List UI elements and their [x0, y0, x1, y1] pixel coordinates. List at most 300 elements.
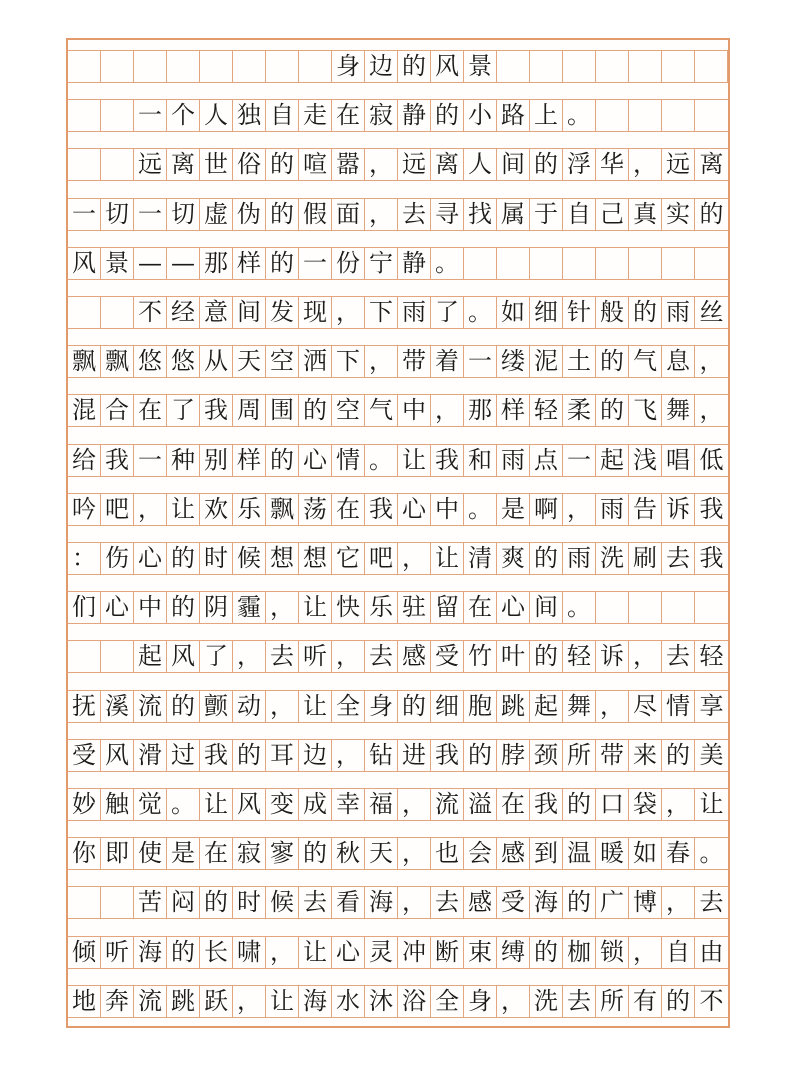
grid-cell: 闷 [167, 887, 200, 918]
grid-cell: 在 [497, 789, 530, 820]
grid-cell: ， [662, 887, 695, 918]
grid-cell: 离 [167, 149, 200, 180]
grid-cell: — [167, 248, 200, 279]
grid-cell: 尽 [629, 691, 662, 722]
grid-cell: 一 [134, 100, 167, 131]
grid-cell: 实 [662, 199, 695, 230]
grid-cell: 灵 [365, 937, 398, 968]
text-row [68, 837, 728, 870]
grid-cell: 走 [299, 100, 332, 131]
grid-cell: ， [662, 789, 695, 820]
grid-cell: 候 [266, 887, 299, 918]
grid-cell: 洒 [299, 346, 332, 377]
grid-cell: 般 [596, 297, 629, 328]
grid-cell: 华 [596, 149, 629, 180]
grid-cell: 福 [365, 789, 398, 820]
grid-cell: 荡 [299, 494, 332, 525]
grid-cell: 让 [398, 445, 431, 476]
grid-cell: 在 [332, 100, 365, 131]
grid-cell: 属 [497, 199, 530, 230]
grid-cell: 的 [596, 346, 629, 377]
grid-cell: 一 [563, 445, 596, 476]
grid-cell: 中 [431, 494, 464, 525]
grid-cell: 你 [68, 838, 101, 869]
grid-cell: 我 [200, 395, 233, 426]
grid-cell: 断 [431, 937, 464, 968]
grid-cell: 乐 [233, 494, 266, 525]
grid-cell: 。 [365, 445, 398, 476]
grid-cell [101, 887, 134, 918]
grid-cell [662, 248, 695, 279]
grid-cell: 周 [233, 395, 266, 426]
grid-cell [695, 100, 728, 131]
grid-cell: ， [629, 149, 662, 180]
grid-cell: 混 [68, 395, 101, 426]
grid-cell: 飞 [629, 395, 662, 426]
grid-cell: 伤 [101, 543, 134, 574]
grid-cell: 独 [233, 100, 266, 131]
grid-cell [530, 51, 563, 82]
grid-cell: 针 [563, 297, 596, 328]
grid-cell: 宁 [365, 248, 398, 279]
grid-cell [233, 51, 266, 82]
text-row [68, 99, 728, 132]
grid-cell: 浴 [398, 986, 431, 1017]
grid-cell: 的 [167, 937, 200, 968]
grid-cell: 的 [596, 395, 629, 426]
grid-cell: 的 [299, 838, 332, 869]
grid-cell: 倾 [68, 937, 101, 968]
grid-cell: 的 [233, 740, 266, 771]
grid-cell: 我 [530, 789, 563, 820]
text-row [68, 296, 728, 329]
grid-cell: 轻 [563, 641, 596, 672]
grid-cell: 面 [332, 199, 365, 230]
grid-cell: 候 [233, 543, 266, 574]
grid-cell: 发 [266, 297, 299, 328]
grid-cell: 留 [431, 592, 464, 623]
grid-cell: 己 [596, 199, 629, 230]
grid-cell: 离 [699, 150, 724, 179]
writing-sheet [66, 38, 730, 1028]
grid-cell: 的 [563, 887, 596, 918]
grid-cell: 自 [662, 937, 695, 968]
grid-cell: 吧 [365, 543, 398, 574]
grid-cell: 起 [530, 691, 563, 722]
grid-cell: 广 [596, 887, 629, 918]
grid-cell: 由 [699, 937, 724, 966]
grid-cell: 轻 [699, 642, 724, 671]
grid-cell: ， [629, 641, 662, 672]
grid-cell [101, 297, 134, 328]
grid-cell: 我 [200, 740, 233, 771]
grid-cell: 丝 [699, 298, 724, 326]
grid-cell: 让 [299, 691, 332, 722]
grid-cell: ， [563, 494, 596, 525]
grid-cell: 是 [497, 494, 530, 525]
grid-cell: 海 [530, 887, 563, 918]
grid-cell: 春 [662, 838, 695, 869]
grid-cell: 远 [134, 149, 167, 180]
grid-cell: 息 [662, 346, 695, 377]
grid-cell: 温 [563, 838, 596, 869]
grid-cell: 在 [200, 838, 233, 869]
grid-cell: 驻 [398, 592, 431, 623]
grid-cell: ， [398, 838, 431, 869]
grid-cell [629, 51, 662, 82]
grid-cell: 的 [662, 986, 695, 1017]
grid-cell: 海 [365, 887, 398, 918]
grid-cell [68, 887, 101, 918]
grid-cell: 去 [662, 543, 695, 574]
grid-cell: 变 [266, 789, 299, 820]
grid-cell: 间 [497, 149, 530, 180]
grid-cell [563, 51, 596, 82]
grid-cell: 海 [134, 937, 167, 968]
grid-cell: 远 [662, 149, 695, 180]
grid-cell: 心 [299, 445, 332, 476]
grid-cell: 人 [464, 149, 497, 180]
grid-cell: 我 [431, 445, 464, 476]
grid-cell [497, 248, 530, 279]
grid-cell: ， [431, 395, 464, 426]
grid-cell: 听 [299, 641, 332, 672]
grid-cell: ， [365, 346, 398, 377]
grid-cell [101, 51, 134, 82]
grid-cell: 自 [563, 199, 596, 230]
text-row [68, 493, 728, 526]
grid-cell: 的 [629, 297, 662, 328]
grid-cell: 们 [68, 592, 101, 623]
grid-cell: 耳 [266, 740, 299, 771]
grid-cell: 。 [699, 839, 724, 868]
grid-cell: 合 [101, 395, 134, 426]
grid-cell: 诉 [662, 494, 695, 525]
grid-cell: 我 [101, 445, 134, 476]
grid-cell: 让 [299, 937, 332, 968]
grid-cell: 找 [464, 199, 497, 230]
grid-cell: 博 [629, 887, 662, 918]
grid-cell: 是 [167, 838, 200, 869]
grid-cell: ， [596, 691, 629, 722]
grid-cell: ， [629, 937, 662, 968]
grid-cell: 了 [431, 297, 464, 328]
grid-cell: 长 [200, 937, 233, 968]
grid-cell: 秋 [332, 838, 365, 869]
grid-cell: 雨 [497, 445, 530, 476]
grid-cell: 溢 [464, 789, 497, 820]
grid-cell: ， [365, 199, 398, 230]
grid-cell: 风 [431, 51, 464, 82]
grid-cell: ， [497, 986, 530, 1017]
grid-cell: 的 [266, 248, 299, 279]
grid-cell: 欢 [200, 494, 233, 525]
grid-cell: 唱 [662, 445, 695, 476]
grid-cell [629, 100, 662, 131]
grid-cell: 受 [497, 887, 530, 918]
grid-cell: 的 [266, 149, 299, 180]
grid-cell: 叶 [497, 641, 530, 672]
grid-cell: 假 [299, 199, 332, 230]
grid-cell: 享 [699, 691, 724, 720]
grid-cell: 心 [134, 543, 167, 574]
grid-cell: 去 [299, 887, 332, 918]
grid-cell: 意 [200, 297, 233, 328]
grid-cell [464, 248, 497, 279]
title-row [68, 50, 728, 83]
grid-cell: 雨 [398, 297, 431, 328]
grid-cell: 枷 [563, 937, 596, 968]
grid-cell: 轻 [530, 395, 563, 426]
grid-cell: 带 [596, 740, 629, 771]
grid-cell: 的 [464, 740, 497, 771]
grid-cell: 样 [497, 395, 530, 426]
grid-cell: 感 [497, 838, 530, 869]
grid-cell [629, 248, 662, 279]
grid-cell: 吟 [68, 494, 101, 525]
grid-cell: 诉 [596, 641, 629, 672]
grid-cell: 。 [464, 297, 497, 328]
grid-cell: 乐 [365, 592, 398, 623]
grid-cell: 情 [332, 445, 365, 476]
grid-cell: 去 [431, 887, 464, 918]
grid-cell: 去 [365, 641, 398, 672]
grid-cell: ， [332, 740, 365, 771]
text-row [68, 640, 728, 673]
text-row [68, 148, 728, 181]
grid-cell: 暖 [596, 838, 629, 869]
grid-cell: 告 [629, 494, 662, 525]
grid-cell: 听 [101, 937, 134, 968]
grid-cell [101, 149, 134, 180]
grid-cell: 空 [266, 346, 299, 377]
grid-cell: 让 [167, 494, 200, 525]
grid-cell: 空 [332, 395, 365, 426]
grid-cell: 的 [266, 445, 299, 476]
text-row [68, 886, 728, 919]
grid-cell: 样 [233, 445, 266, 476]
grid-cell: 沐 [365, 986, 398, 1017]
grid-cell: 细 [431, 691, 464, 722]
grid-cell [134, 51, 167, 82]
grid-cell: 伪 [233, 199, 266, 230]
grid-cell [266, 51, 299, 82]
grid-cell: 钻 [365, 740, 398, 771]
grid-cell [299, 51, 332, 82]
grid-cell: 种 [167, 445, 200, 476]
grid-cell [662, 592, 695, 623]
grid-cell: 路 [497, 100, 530, 131]
grid-cell: 流 [134, 691, 167, 722]
grid-cell: 舞 [662, 395, 695, 426]
grid-cell: 悠 [134, 346, 167, 377]
grid-cell: 去 [398, 199, 431, 230]
grid-cell: 寻 [431, 199, 464, 230]
grid-cell: 一 [134, 199, 167, 230]
grid-cell: 身 [464, 986, 497, 1017]
grid-cell: 束 [464, 937, 497, 968]
grid-cell: 去 [563, 986, 596, 1017]
grid-cell [596, 592, 629, 623]
text-row [68, 936, 728, 969]
grid-cell: 洗 [530, 986, 563, 1017]
grid-cell: 在 [134, 395, 167, 426]
grid-cell: 缚 [497, 937, 530, 968]
grid-cell: 风 [68, 248, 101, 279]
grid-cell: 跳 [497, 691, 530, 722]
grid-cell: 世 [200, 149, 233, 180]
grid-cell: 柔 [563, 395, 596, 426]
grid-cell: 的 [266, 199, 299, 230]
grid-cell: 寂 [365, 100, 398, 131]
grid-cell: 流 [431, 789, 464, 820]
grid-cell: 一 [134, 445, 167, 476]
grid-cell: 切 [101, 199, 134, 230]
grid-cell: 景 [464, 51, 497, 82]
grid-cell: 全 [431, 986, 464, 1017]
grid-cell: 让 [299, 592, 332, 623]
grid-cell: 雨 [563, 543, 596, 574]
grid-cell [563, 248, 596, 279]
grid-cell: 了 [200, 641, 233, 672]
grid-cell [167, 51, 200, 82]
grid-cell [68, 149, 101, 180]
grid-cell: 泥 [530, 346, 563, 377]
grid-cell: 天 [233, 346, 266, 377]
text-row [68, 198, 728, 231]
grid-cell: 所 [563, 740, 596, 771]
grid-cell: 流 [134, 986, 167, 1017]
grid-cell: 的 [167, 691, 200, 722]
grid-cell: 即 [101, 838, 134, 869]
grid-cell: ， [266, 592, 299, 623]
grid-cell: 浅 [629, 445, 662, 476]
grid-cell: 去 [662, 641, 695, 672]
grid-cell: 的 [431, 100, 464, 131]
grid-cell: 感 [398, 641, 431, 672]
grid-cell [68, 100, 101, 131]
grid-cell: 的 [563, 789, 596, 820]
grid-cell: 阴 [200, 592, 233, 623]
grid-cell [68, 641, 101, 672]
text-row [68, 788, 728, 821]
grid-cell: ， [699, 396, 724, 425]
grid-cell: 飘 [266, 494, 299, 525]
grid-cell: 。 [167, 789, 200, 820]
grid-cell [68, 297, 101, 328]
grid-cell: ， [365, 149, 398, 180]
grid-cell: 洗 [596, 543, 629, 574]
grid-cell: 远 [398, 149, 431, 180]
grid-cell: 俗 [233, 149, 266, 180]
grid-cell [662, 51, 695, 82]
grid-cell: 天 [365, 838, 398, 869]
grid-cell: 心 [101, 592, 134, 623]
grid-cell: 的 [398, 691, 431, 722]
grid-cell: 下 [332, 346, 365, 377]
text-row [68, 542, 728, 575]
grid-cell: 的 [167, 592, 200, 623]
grid-cell: 风 [101, 740, 134, 771]
grid-cell: 感 [464, 887, 497, 918]
text-row [68, 985, 728, 1018]
grid-cell: 的 [200, 887, 233, 918]
grid-cell: 胞 [464, 691, 497, 722]
grid-cell: 美 [699, 740, 724, 769]
grid-cell: 那 [200, 248, 233, 279]
grid-cell: 在 [332, 494, 365, 525]
grid-cell: 让 [699, 790, 724, 818]
grid-cell: 寥 [266, 838, 299, 869]
grid-cell: 抚 [68, 691, 101, 722]
grid-cell: 点 [530, 445, 563, 476]
grid-cell: 它 [332, 543, 365, 574]
grid-cell [101, 641, 134, 672]
grid-cell: 一 [299, 248, 332, 279]
grid-cell: 跃 [200, 986, 233, 1017]
grid-cell: 现 [299, 297, 332, 328]
grid-cell: 脖 [497, 740, 530, 771]
text-row [68, 690, 728, 723]
grid-cell: 时 [233, 887, 266, 918]
grid-cell: 地 [68, 986, 101, 1017]
grid-cell [695, 248, 728, 279]
grid-cell: 风 [167, 641, 200, 672]
grid-cell: 细 [530, 297, 563, 328]
grid-cell: 的 [530, 543, 563, 574]
grid-cell: 边 [299, 740, 332, 771]
grid-cell: 冲 [398, 937, 431, 968]
text-row [68, 739, 728, 772]
grid-cell: ， [266, 691, 299, 722]
grid-cell [530, 248, 563, 279]
grid-cell: 个 [167, 100, 200, 131]
grid-cell: 上 [530, 100, 563, 131]
grid-cell [596, 100, 629, 131]
grid-cell: 成 [299, 789, 332, 820]
text-row [68, 394, 728, 427]
grid-cell: 苦 [134, 887, 167, 918]
grid-cell: 喧 [299, 149, 332, 180]
grid-cell: ， [134, 494, 167, 525]
grid-cell: 浮 [563, 149, 596, 180]
grid-cell: 啊 [530, 494, 563, 525]
grid-cell: 离 [431, 149, 464, 180]
grid-cell: 让 [266, 986, 299, 1017]
grid-cell [101, 100, 134, 131]
grid-cell: 的 [398, 51, 431, 82]
grid-cell: 有 [629, 986, 662, 1017]
grid-cell: 时 [200, 543, 233, 574]
grid-cell: 海 [299, 986, 332, 1017]
grid-cell: 雨 [662, 297, 695, 328]
grid-cell: 来 [629, 740, 662, 771]
grid-cell: 让 [431, 543, 464, 574]
grid-cell: 中 [398, 395, 431, 426]
grid-cell: 袋 [629, 789, 662, 820]
grid-cell: 的 [530, 149, 563, 180]
grid-cell: 飘 [68, 346, 101, 377]
grid-cell: 所 [596, 986, 629, 1017]
grid-cell: 的 [662, 740, 695, 771]
grid-cell: 去 [266, 641, 299, 672]
grid-cell: 情 [662, 691, 695, 722]
grid-cell: 我 [431, 740, 464, 771]
grid-cell: — [134, 248, 167, 279]
grid-cell: 着 [431, 346, 464, 377]
grid-cell: 心 [332, 937, 365, 968]
grid-cell: 那 [464, 395, 497, 426]
